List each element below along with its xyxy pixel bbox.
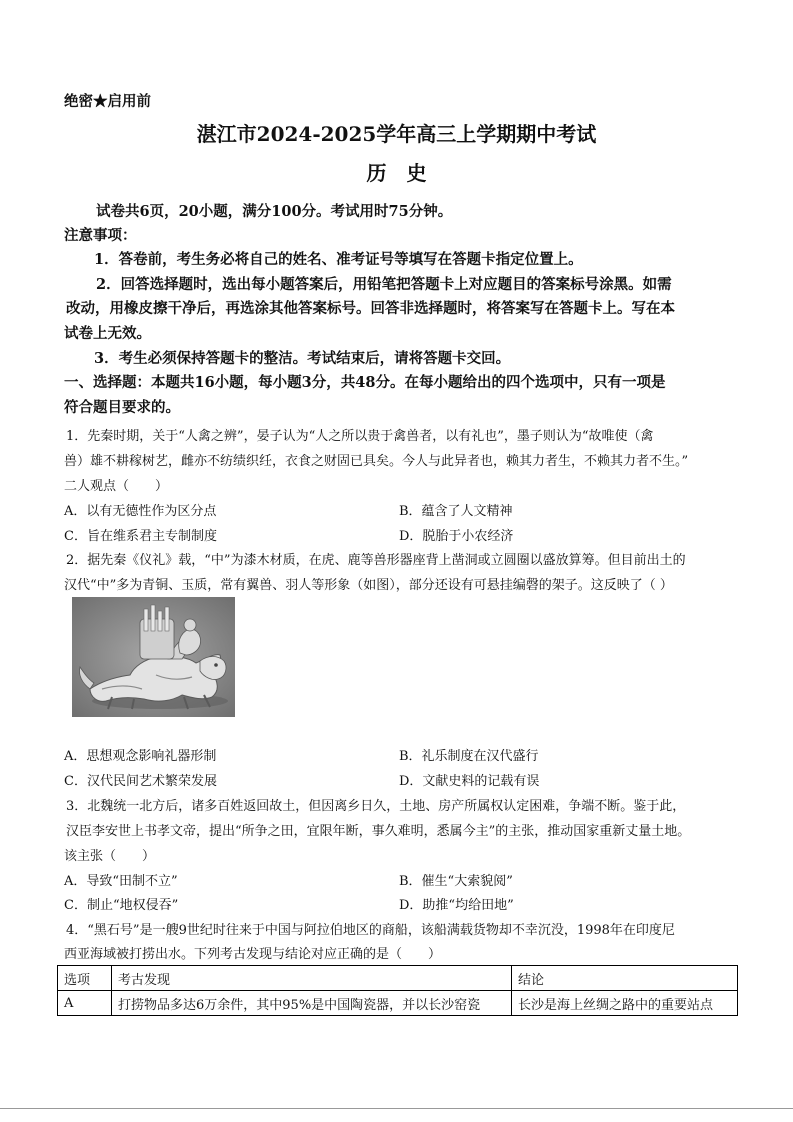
table-cell-option: A	[58, 991, 112, 1016]
q2-stem-line-2: 汉代“中”多为青铜、玉质，常有翼兽、羽人等形象（如图），部分还设有可悬挂编磬的架子。这反映了（ ）	[64, 578, 673, 593]
notice-item-3: 3．考生必须保持答题卡的整洁。考试结束后，请将答题卡交回。	[94, 350, 511, 367]
q3-stem-line-2: 汉臣李安世上书孝文帝，提出“所争之田，宜限年断，事久难明，悉属今主”的主张，推动国家重新丈量土地。	[66, 824, 691, 839]
table-row[interactable]	[58, 991, 738, 1016]
table-header-option: 选项	[58, 966, 112, 991]
table-header-finding: 考古发现	[112, 966, 512, 991]
section-heading: 一、选择题：本题共16小题，每小题3分，共48分。在每小题给出的四个选项中，只有一项是	[64, 374, 666, 391]
q3-stem-line-3: 该主张（ ）	[64, 849, 156, 864]
q3-option-c[interactable]: C．制止“地权侵吞”	[64, 898, 179, 913]
q2-stem-line-1: 2．据先秦《仪礼》载，“中”为漆木材质，在虎、鹿等兽形器座背上凿洞或立圆圈以盛放算筹。但目前出土的	[66, 553, 686, 568]
q2-option-d[interactable]: D．文献史料的记载有误	[399, 774, 540, 789]
subject-title: 历 史	[366, 161, 427, 185]
q1-option-c[interactable]: C．旨在维系君主专制制度	[64, 529, 217, 544]
q4-stem-line-2: 西亚海域被打捞出水。下列考古发现与结论对应正确的是（ ）	[64, 947, 442, 962]
notice-item-2-end: 试卷上无效。	[64, 325, 151, 342]
notice-heading: 注意事项：	[64, 227, 137, 244]
q3-option-b[interactable]: B．催生“大索貌阅”	[399, 874, 513, 889]
q3-stem-line-1: 3．北魏统一北方后，诸多百姓返回故土，但因离乡日久，土地、房产所属权认定困难，争端不断。鉴于此，	[66, 799, 686, 814]
q1-stem-line-3: 二人观点（ ）	[64, 479, 169, 494]
bronze-artifact-photo	[72, 597, 235, 717]
q1-stem-line-2: 兽）雄不耕稼树艺，雌亦不纺绩织纴，衣食之财固已具矣。今人与此异者也，赖其力者生，不赖其力者不生。”	[64, 454, 689, 469]
page-bottom-divider	[0, 1108, 793, 1109]
notice-item-1: 1．答卷前，考生务必将自己的姓名、准考证号等填写在答题卡指定位置上。	[94, 251, 583, 268]
exam-title: 湛江市2024-2025学年高三上学期期中考试	[196, 122, 597, 146]
q1-option-a[interactable]: A．以有无德性作为区分点	[64, 504, 217, 519]
table-header-row	[58, 966, 738, 991]
q2-option-c[interactable]: C．汉代民间艺术繁荣发展	[64, 774, 217, 789]
q3-option-a[interactable]: A．导致“田制不立”	[64, 874, 178, 889]
table-cell-finding: 打捞物品多达6万余件，其中95%是中国陶瓷器，并以长沙窑瓷	[112, 991, 512, 1016]
q1-option-d[interactable]: D．脱胎于小农经济	[399, 529, 514, 544]
notice-item-2-cont: 改动，用橡皮擦干净后，再选涂其他答案标号。回答非选择题时，将答案写在答题卡上。写在本	[66, 300, 675, 317]
q3-option-d[interactable]: D．助推“均给田地”	[399, 898, 514, 913]
q4-answer-table	[57, 965, 738, 1016]
section-heading-cont: 符合题目要求的。	[64, 399, 180, 416]
q1-option-b[interactable]: B．蕴含了人文精神	[399, 504, 513, 519]
table-header-conclusion: 结论	[512, 966, 738, 991]
table-cell-conclusion: 长沙是海上丝绸之路中的重要站点	[512, 991, 738, 1016]
q1-stem-line-1: 1．先秦时期，关于“人禽之辨”，晏子认为“人之所以贵于禽兽者，以有礼也”，墨子则认为“故唯使（禽	[66, 429, 654, 444]
notice-item-2: 2．回答选择题时，选出每小题答案后，用铅笔把答题卡上对应题目的答案标号涂黑。如需	[96, 276, 672, 293]
exam-info: 试卷共6页，20小题，满分100分。考试用时75分钟。	[96, 203, 453, 220]
q4-stem-line-1: 4．“黑石号”是一艘9世纪时往来于中国与阿拉伯地区的商船，该船满载货物却不幸沉没，1998年在印度尼	[66, 923, 675, 938]
q2-option-b[interactable]: B．礼乐制度在汉代盛行	[399, 749, 539, 764]
secret-label: 绝密★启用前	[64, 93, 151, 110]
q2-option-a[interactable]: A．思想观念影响礼器形制	[64, 749, 217, 764]
